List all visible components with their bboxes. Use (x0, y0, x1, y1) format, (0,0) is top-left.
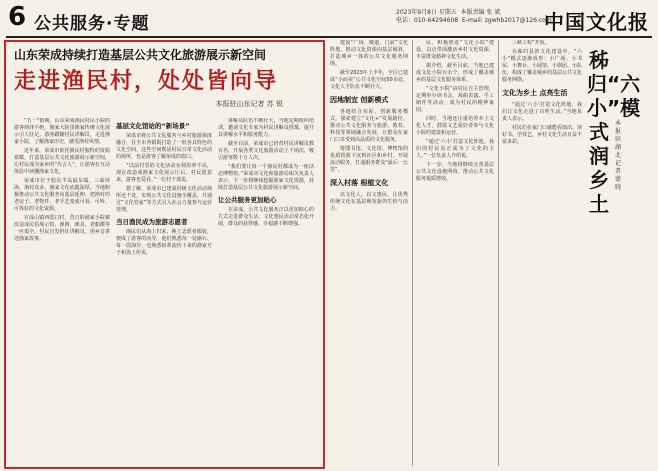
section-title: 公共服务·专题 (34, 14, 150, 34)
paragraph: 三峡工程”开放。 (512, 40, 550, 46)
masthead (6, 4, 652, 34)
newspaper-logo: 中国文化报 (544, 10, 649, 34)
subheading: 深入村落 根植文化 (330, 179, 389, 187)
paragraph: 村民们在家门口就能看演出、读好书、学技艺，乡村文化生活日益丰富多彩。 (502, 125, 582, 145)
column-divider (412, 40, 413, 466)
middle-column-1 (330, 40, 408, 468)
paragraph: “我们要让每一个渔民村都成为一座活态博物馆。”荣成市文化和旅游局相关负责人表示，下一步将继续挖掘渔家文化资源，持续打造基层公共文化旅游展示新空间。 (218, 164, 314, 191)
masthead-rule (6, 36, 652, 38)
subheading: 因地制宜 创新模式 (330, 96, 389, 104)
vertical-byline: 本报驻湖北记者 蒙 晓 (614, 120, 621, 191)
issue-email: E-mail: zgwhb2017@126.com (462, 17, 552, 24)
paragraph: 将图书馆、文化馆、博物馆的优质资源下沉到社区和乡村，开展流动服务，打通服务群众“最后一公里”。 (330, 146, 408, 173)
paragraph: “五一”假期，山东荣成渔民村民小院的游客络绎不绝，渔家大院里渔家传统文化展示引人驻足。游客跟随村民讲解员，走进渔家小院，了解渔家历史，感受渔村风情。 (14, 118, 110, 145)
vertical-headline: 秭归“六小”模式润乡土 (587, 48, 641, 216)
paragraph: 近年来，荣成市依托渔民村独特的资源禀赋，打造基层公共文化旅游展示新空间，让村民成为家乡的“代言人”，让游客在互动体验中读懂渔家文化。 (14, 148, 110, 175)
paragraph: 各地结合实际，创新服务模式，探索建立“文化+”发展路径，推动公共文化服务与旅游、教育、科技等领域融合发展，让群众在家门口享受到高品质的文化服务。 (330, 109, 408, 143)
middle-column-2 (416, 40, 494, 468)
paragraph: 在秭归县的文化建设中，“六小”模式逐渐成形：小广场、小书屋、小舞台、小展馆、小剧团、小队伍，构成了覆盖城乡的基层公共文化服务网络。 (502, 49, 582, 83)
article-column-2 (116, 118, 212, 468)
article-column-1 (14, 118, 110, 468)
paragraph: 建设“广场、楼道、门前”文化阵地，推动文化资源向基层倾斜，打造城乡一体的公共文化服务网络。 (330, 40, 408, 67)
subheading: 文化为乡土 点亮生活 (502, 89, 568, 97)
column-divider (498, 40, 499, 466)
paragraph: “文化小院”由村民自主管理，定期举办读书会、戏曲表演、手工制作等活动，成为村民的精神家园。 (416, 86, 494, 113)
page-number: 6 (8, 2, 27, 32)
article-headline: 走进渔民村，处处皆向导 (14, 69, 279, 94)
paragraph: 据介绍，截至目前，当地已建成文化小院百余个，形成了覆盖城乡的基层文化服务体系。 (416, 63, 494, 83)
article-kicker: 山东荣成持续打造基层公共文化旅游展示新空间 (14, 48, 267, 62)
article-byline: 本报驻山东记者 苏 锐 (215, 100, 283, 108)
issue-meta (396, 9, 552, 25)
subheading: 基层文化馆站的“新场景” (116, 122, 190, 130)
paragraph: 以文化人，以文惠民，让优秀传统文化在基层焕发新的生机与活力。 (330, 192, 408, 212)
paragraph: 同时，当地还注重培养本土文化人才，鼓励文艺爱好者参与文化小院的建设和运营。 (416, 116, 494, 136)
paragraph: 荣成市将公共文化服务与乡村旅游深度融合，在全市各镇街打造了一批各具特色的文化空间。这些空间既是村民日常文化活动的场所，也是游客了解荣成的窗口。 (116, 133, 212, 160)
paragraph: 截至2023年上半年，全区已建成“小而美”公共文化空间50余处，文化人才队伍不断壮大。 (330, 70, 408, 90)
paragraph: 在成山镇西霞口村，昔日的渔家小院被改造成民俗展示馆，渔网、渔具、老船模等一应俱全，村民自发担任讲解员，用乡音讲述渔家故事。 (14, 215, 110, 242)
paragraph: 截至目前，荣成市已培育村民讲解员数百名，开展各类文化旅游活动上千场次，吸引游客数十万人次。 (218, 141, 314, 161)
paragraph: 在荣成，公共文化服务正以更加贴心的方式走进群众生活，文化惠民活动常态化开展，群众的获得感、幸福感不断增强。 (218, 207, 314, 227)
featured-article (4, 40, 325, 469)
paragraph: “通过‘六小’打造文化阵地，我们的村民真正成为了文化的主人。”一位负责人介绍说。 (416, 139, 494, 159)
subheading: 让公共服务更加贴心 (218, 196, 277, 204)
side-column (502, 40, 582, 468)
subheading: 当日渔民成为旅游志愿者 (116, 218, 188, 226)
issue-date: 2023年9月8日 星期五 (396, 9, 457, 16)
paragraph: 下一步，当地将继续完善基层公共文化设施网络，推动公共文化服务提质增效。 (416, 162, 494, 182)
issue-phone: 电话：010-64294608 (396, 17, 459, 24)
article-column-3 (218, 118, 314, 468)
issue-editor: 本版责编 张 斌 (460, 9, 501, 16)
paragraph: 荣成市位于胶东半岛最东端，三面环海，渔村众多，渔家文化底蕴深厚。当地积极推动公共文化服务向基层延伸，把渔村的老房子、老物件、老手艺变成可看、可听、可体验的文化资源。 (14, 178, 110, 212)
paragraph: “以前村里的文化活动室利用率不高，现在改造成渔家文化展示厅后，村民愿意来，游客也爱看。”一位村干部说。 (116, 163, 212, 183)
paragraph: 民，积极推进“文化小院”建设，以点带面激活乡村文化资源，丰富群众精神文化生活。 (416, 40, 494, 60)
paragraph: “通过‘六小’打造文化阵地，我们让文化走进了百姓生活。”当地负责人表示。 (502, 102, 582, 122)
paragraph: 讲解员队伍不断壮大，当地定期组织培训，邀请文化专家为村民讲解员授课，提升其讲解水平和服务能力。 (218, 118, 314, 138)
paragraph: 据了解，荣成市已建成村级文化活动场所近千处，实现公共文化设施全覆盖，并通过“文化管家”等方式引入社会力量参与运营管理。 (116, 186, 212, 213)
paragraph: 渔民们从海上归来，换上志愿者服装，便成了游客的向导。他们熟悉每一处礁石、每一段海岸，也熟悉祖辈流传下来的渔家号子和海上传说。 (116, 229, 212, 256)
